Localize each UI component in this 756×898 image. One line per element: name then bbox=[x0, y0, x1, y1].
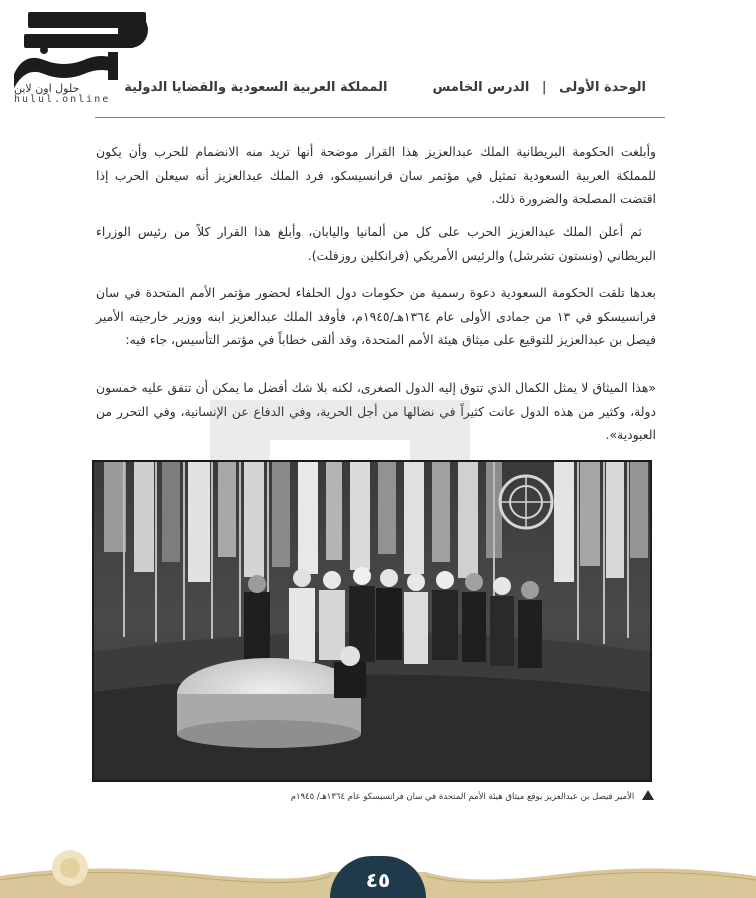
paragraph-4-quote: «هذا الميثاق لا يمثل الكمال الذي تتوق إليه الدول الصغرى، لكنه بلا شك أفضل ما يمكن أن تتفق عليه خمسون دولة، وكثير من هذه الدول عانت كثيراً في نضالها من أجل الحرية، وفي الدفاع عن الإنسانية، وفي التحرر من العبودية». bbox=[96, 380, 656, 442]
logo-subtitle: حلول اون لاين bbox=[14, 82, 80, 95]
paragraph-1: وأبلغت الحكومة البريطانية الملك عبدالعزيز هذا القرار موضحة أنها تريد منه الانضمام للحرب وأن يكون للمملكة العربية السعودية تمثيل في مؤتمر سان فرانسيسكو، فرد الملك عبدالعزيز أنه سيعلن الحرب إذا اقتضت المصلحة والضرورة ذلك. bbox=[96, 144, 656, 206]
page-number: ٤٥ bbox=[330, 856, 426, 898]
header-unit: الوحدة الأولى bbox=[559, 80, 646, 95]
header-lesson: الدرس الخامس bbox=[432, 80, 530, 95]
un-charter-signing-photo bbox=[92, 460, 652, 782]
caption-triangle-icon bbox=[642, 790, 654, 800]
un-emblem bbox=[500, 476, 552, 528]
header-topic: المملكة العربية السعودية والقضايا الدولية bbox=[124, 80, 388, 95]
paragraph-3: بعدها تلقت الحكومة السعودية دعوة رسمية من حكومات دول الحلفاء لحضور مؤتمر الأمم المتحدة في سان فرانسيسكو في ١٣ من جمادى الأولى عام ١٣٦٤هـ/١٩٤٥م، فأوفد الملك عبدالعزيز ابنه ووزير خارجيته الأمير فيصل بن عبدالعزيز للتوقيع على ميثاق هيئة الأمم المتحدة، وقد ألقى خطاباً في مؤتمر التأسيس، جاء فيه: bbox=[96, 285, 657, 347]
running-header bbox=[124, 80, 646, 95]
footer-flourish-icon bbox=[40, 838, 100, 898]
header-separator: | bbox=[541, 80, 547, 95]
paragraph-2: ثم أعلن الملك عبدالعزيز الحرب على كل من ألمانيا واليابان، وأبلغ هذا القرار كلاً من رئيس الوزراء البريطاني (ونستون تشرشل) والرئيس الأمريكي (فرانكلين روزفلت). bbox=[96, 224, 656, 263]
logo-url-text: hulul.online bbox=[14, 94, 111, 105]
photo-caption-text: الأمير فيصل بن عبدالعزيز يوقع ميثاق هيئة الأمم المتحدة في سان فرانسيسكو عام ١٣٦٤هـ/ ١٩٤٥م bbox=[290, 792, 635, 802]
photo-caption bbox=[291, 790, 654, 802]
header-divider bbox=[95, 117, 665, 118]
